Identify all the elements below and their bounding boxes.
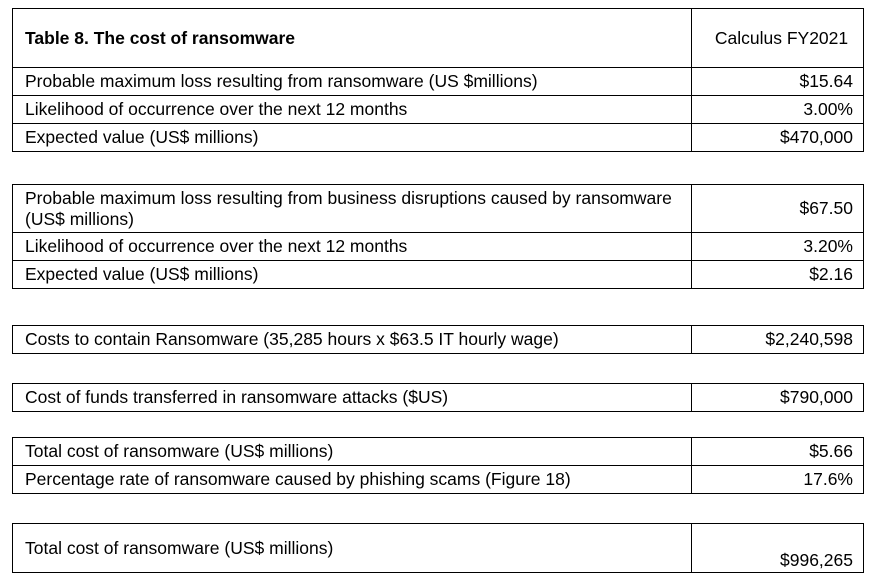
table-row xyxy=(13,233,864,261)
table-row xyxy=(13,326,864,354)
table-row xyxy=(13,185,864,233)
row-value: $996,265 xyxy=(692,524,864,573)
row-label: Percentage rate of ransomware caused by phishing scams (Figure 18) xyxy=(13,466,692,494)
row-value: $470,000 xyxy=(692,124,864,152)
row-value: 3.00% xyxy=(692,96,864,124)
row-label: Expected value (US$ millions) xyxy=(13,261,692,289)
table-header-row xyxy=(13,9,864,68)
ransomware-cost-table xyxy=(12,8,864,152)
row-value: $2,240,598 xyxy=(692,326,864,354)
table-row xyxy=(13,438,864,466)
table-row xyxy=(13,384,864,412)
total-cost-table xyxy=(12,437,864,494)
row-value: $2.16 xyxy=(692,261,864,289)
row-value: 17.6% xyxy=(692,466,864,494)
row-label: Total cost of ransomware (US$ millions) xyxy=(13,438,692,466)
containment-cost-table xyxy=(12,325,864,354)
row-value: $67.50 xyxy=(692,185,864,233)
row-label: Probable maximum loss resulting from business disruptions caused by ransomware (US$ millions) xyxy=(13,185,692,233)
final-total-table xyxy=(12,523,864,573)
funds-transferred-table xyxy=(12,383,864,412)
row-label: Costs to contain Ransomware (35,285 hours x $63.5 IT hourly wage) xyxy=(13,326,692,354)
row-label: Total cost of ransomware (US$ millions) xyxy=(13,524,692,573)
table-row xyxy=(13,466,864,494)
row-label: Probable maximum loss resulting from ransomware (US $millions) xyxy=(13,68,692,96)
row-value: 3.20% xyxy=(692,233,864,261)
column-header: Calculus FY2021 xyxy=(692,9,864,68)
table-row xyxy=(13,261,864,289)
row-label: Likelihood of occurrence over the next 12 months xyxy=(13,96,692,124)
table-row xyxy=(13,68,864,96)
table-row xyxy=(13,96,864,124)
table-title: Table 8. The cost of ransomware xyxy=(13,9,692,68)
row-value: $5.66 xyxy=(692,438,864,466)
row-label: Expected value (US$ millions) xyxy=(13,124,692,152)
row-label: Cost of funds transferred in ransomware attacks ($US) xyxy=(13,384,692,412)
table-row xyxy=(13,524,864,573)
business-disruption-table xyxy=(12,184,864,289)
row-label: Likelihood of occurrence over the next 12 months xyxy=(13,233,692,261)
row-value: $15.64 xyxy=(692,68,864,96)
row-value: $790,000 xyxy=(692,384,864,412)
table-row xyxy=(13,124,864,152)
